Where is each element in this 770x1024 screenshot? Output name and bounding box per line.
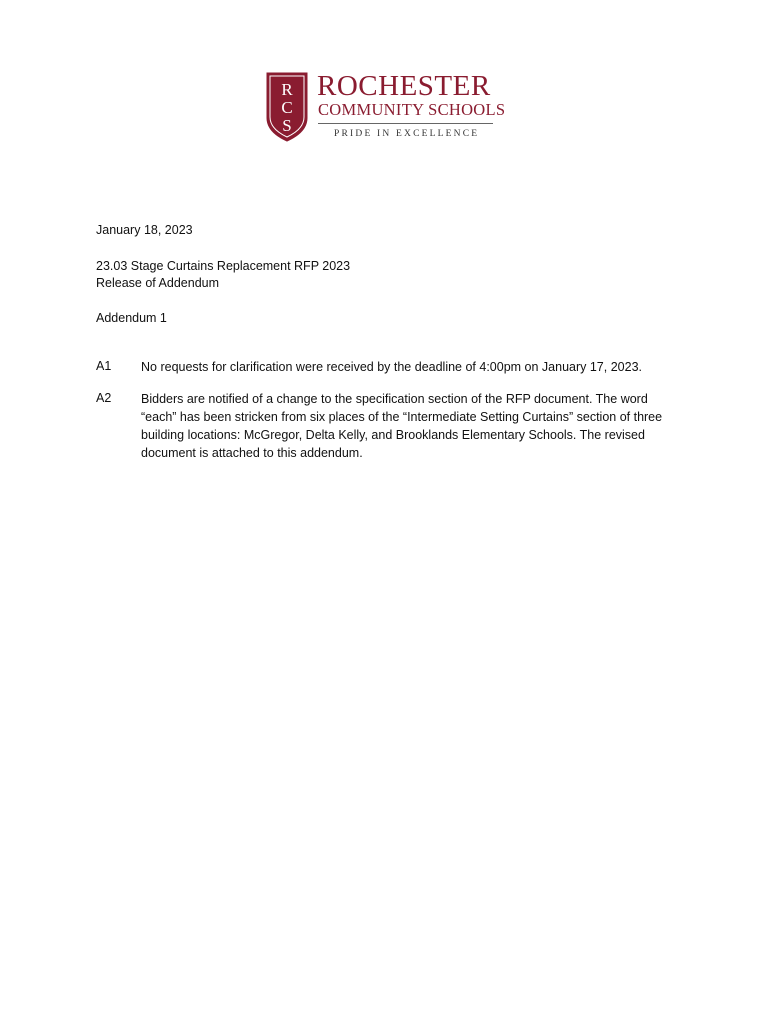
item-text-a2: Bidders are notified of a change to the specification section of the RFP document. The word “each” has been stricken from six places of the “Intermediate Setting Curtains” section of three building locations: McGregor, Delta Kelly, and Brooklands Elementary Schools. The revised document is attached to this addendum. [141,392,663,460]
district-name: ROCHESTER [317,70,491,102]
item-text-a1: No requests for clarification were received by the deadline of 4:00pm on January 17, 2023. [141,360,642,374]
logo-divider [318,123,493,124]
district-logo [266,70,506,144]
item-label-a1: A1 [96,359,112,373]
addendum-number: Addendum 1 [96,311,167,325]
svg-text:S: S [282,116,292,135]
document-title: 23.03 Stage Curtains Replacement RFP 2023 [96,259,351,273]
document-subtitle: Release of Addendum [96,276,220,290]
svg-text:R: R [281,80,293,99]
document-date: January 18, 2023 [96,223,193,237]
district-subname: COMMUNITY SCHOOLS [318,100,506,119]
item-label-a2: A2 [96,391,112,405]
rcs-shield-icon [266,72,308,142]
district-tagline: PRIDE IN EXCELLENCE [334,129,480,139]
svg-text:C: C [281,98,293,117]
